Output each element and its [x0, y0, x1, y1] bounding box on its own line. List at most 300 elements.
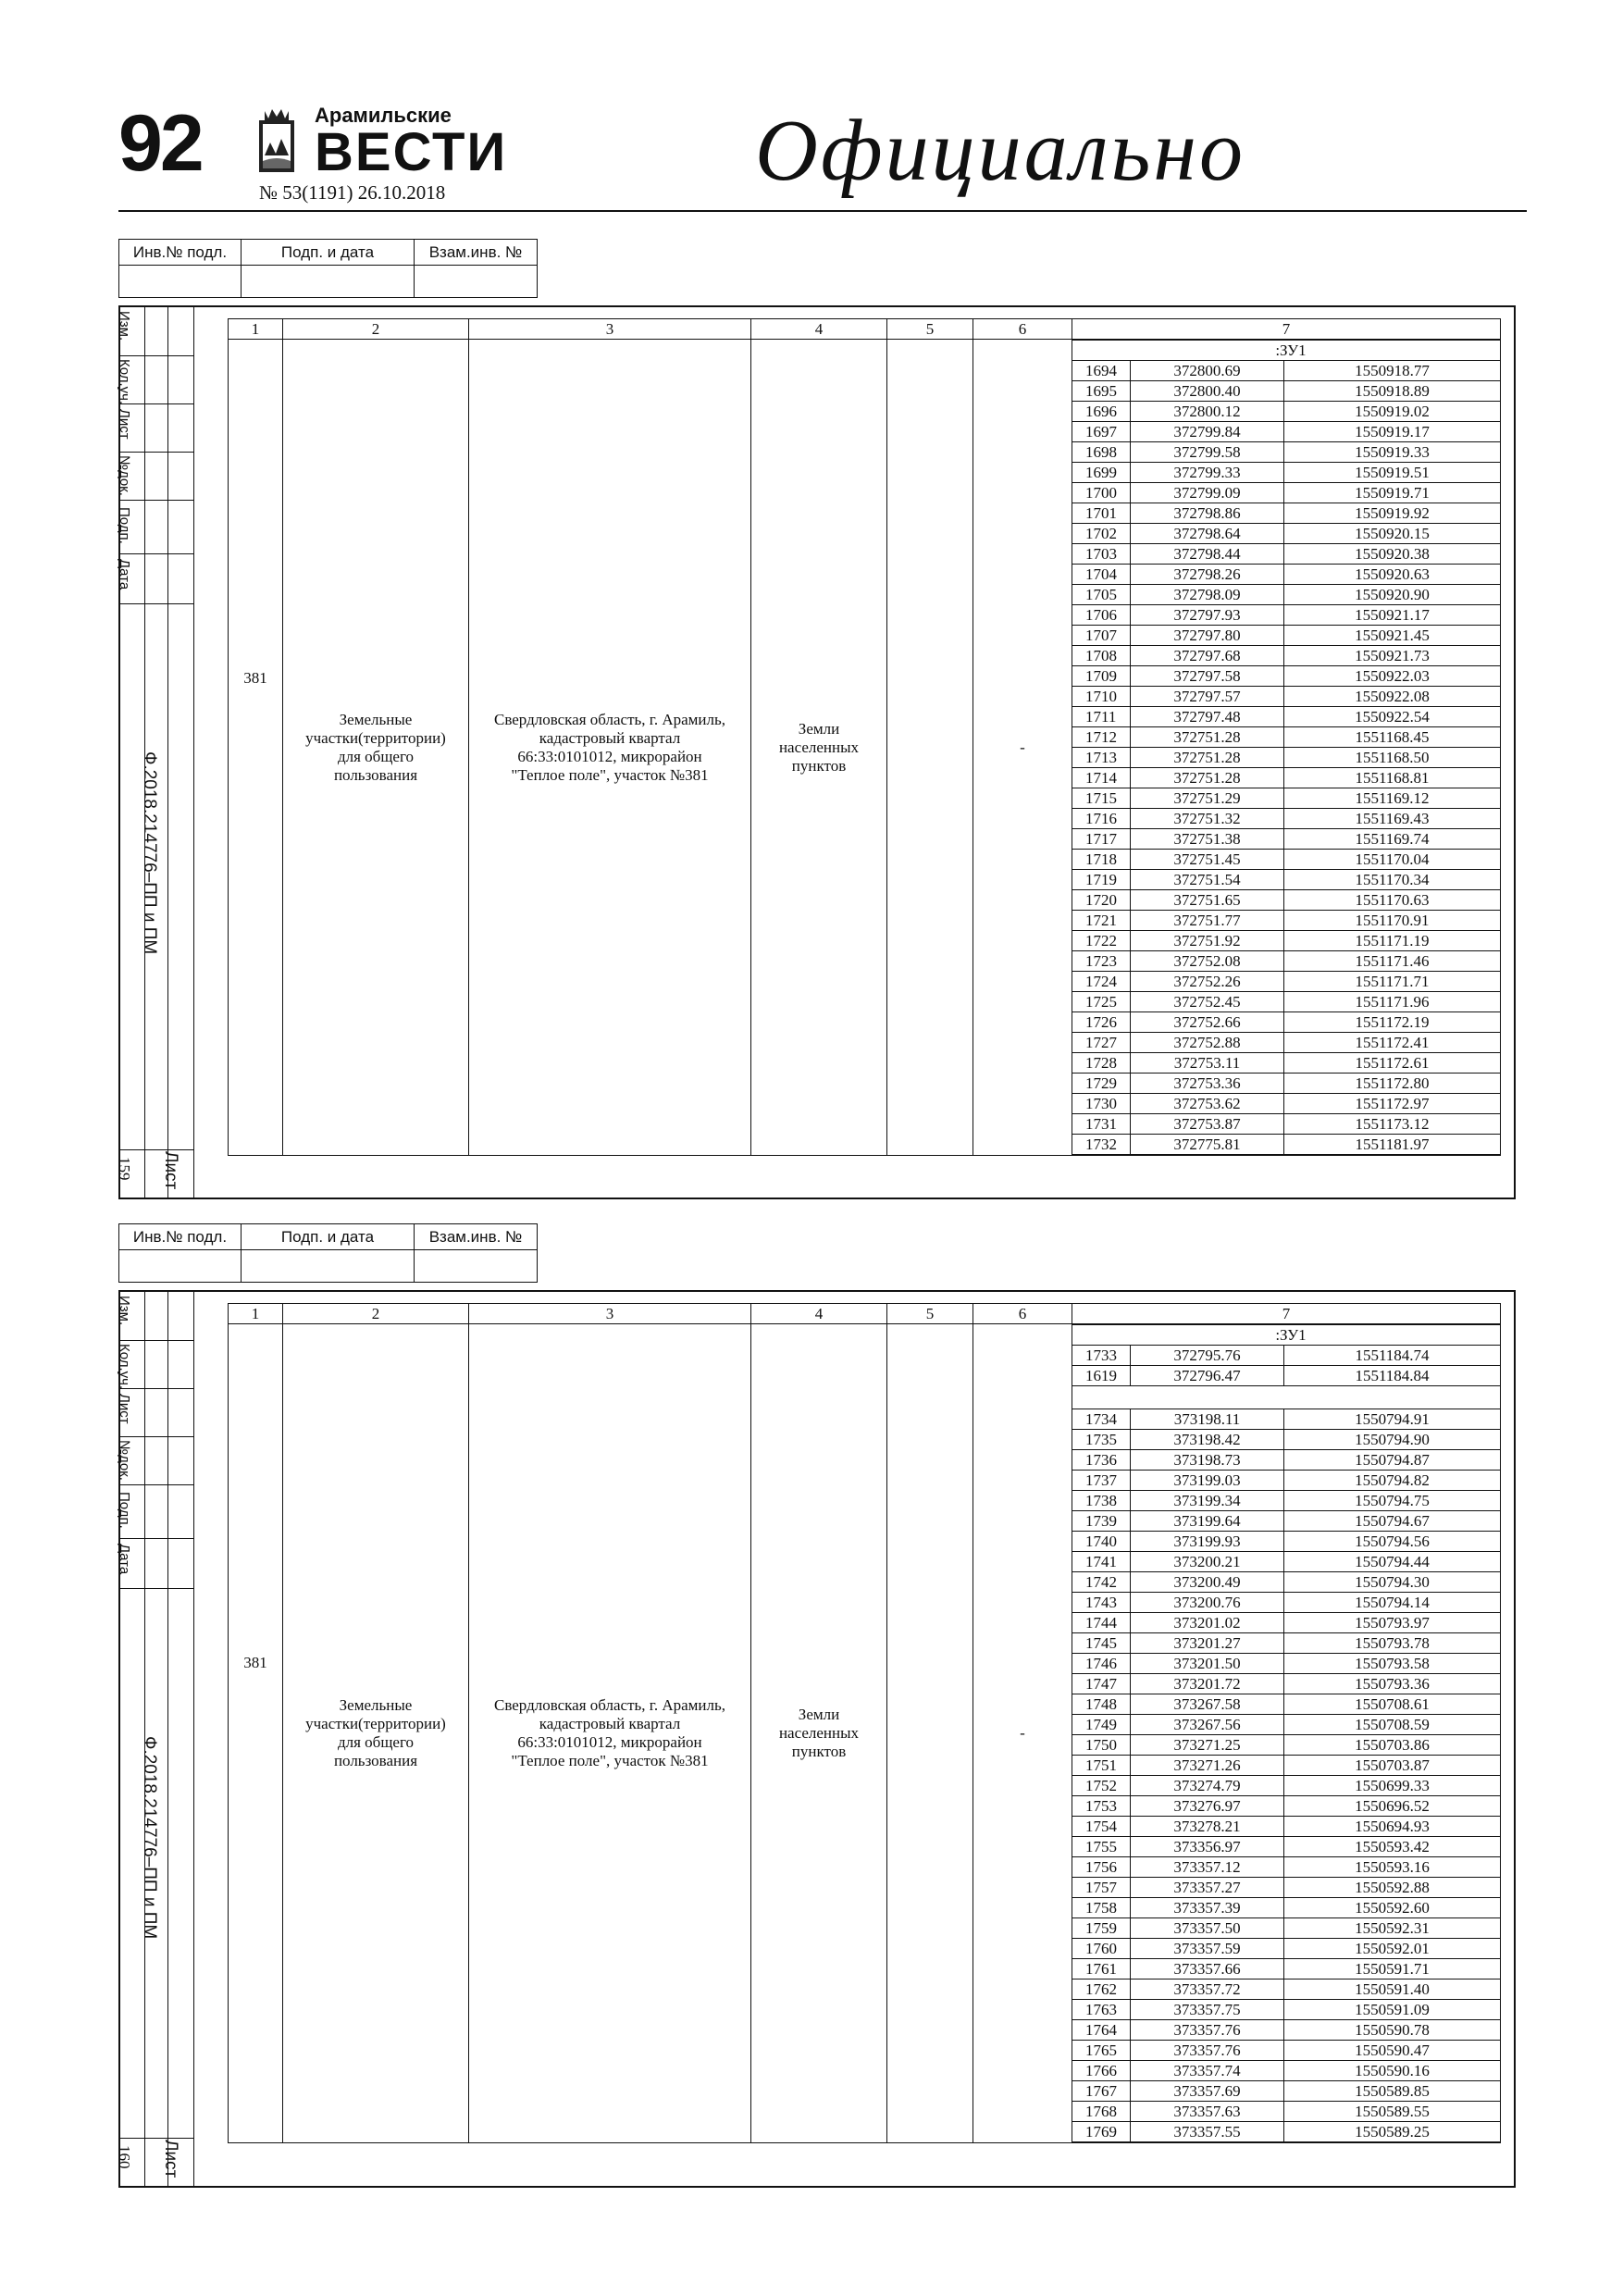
coord-y: 1550921.73	[1284, 646, 1501, 666]
coordinate-row	[1072, 1012, 1500, 1033]
col-header-7: 7	[1072, 319, 1501, 340]
coord-x: 373357.75	[1131, 2000, 1284, 2020]
page-header	[118, 93, 1527, 211]
point-number: 1727	[1072, 1033, 1131, 1053]
coord-x: 373198.11	[1131, 1409, 1284, 1430]
coordinate-row	[1072, 1959, 1500, 1980]
coordinate-row	[1072, 1511, 1500, 1532]
col-header-4: 4	[751, 319, 887, 340]
coord-y: 1550794.87	[1284, 1450, 1501, 1471]
coord-y: 1550590.47	[1284, 2041, 1501, 2061]
document-code: Ф.2018.214776–ПП и ПМ	[140, 751, 159, 955]
col5-value	[887, 340, 973, 1156]
point-number: 1766	[1072, 2061, 1131, 2081]
coordinate-row	[1072, 422, 1500, 442]
sheet-label: Лист	[161, 2140, 180, 2178]
point-number: 1729	[1072, 1074, 1131, 1094]
coordinate-row	[1072, 727, 1500, 748]
stamp-sign-label: Подп. и дата	[242, 1224, 415, 1250]
coord-x: 372797.58	[1131, 666, 1284, 687]
coord-x: 372800.40	[1131, 381, 1284, 402]
coord-x: 373201.27	[1131, 1633, 1284, 1654]
coord-x: 372751.77	[1131, 911, 1284, 931]
stamp-vzam-label: Взам.инв. №	[415, 1224, 538, 1250]
side-label-kol: Кол.уч.	[117, 1344, 132, 1390]
coord-x: 373200.21	[1131, 1552, 1284, 1572]
coord-y: 1551171.96	[1284, 992, 1501, 1012]
coord-y: 1550919.33	[1284, 442, 1501, 463]
coordinate-row	[1072, 1613, 1500, 1633]
point-number: 1743	[1072, 1593, 1131, 1613]
coord-x: 372751.28	[1131, 748, 1284, 768]
coordinate-row	[1072, 1053, 1500, 1074]
coord-y: 1550592.88	[1284, 1878, 1501, 1898]
coordinate-row	[1072, 870, 1500, 890]
coordinate-row	[1072, 890, 1500, 911]
col-header-4: 4	[751, 1304, 887, 1324]
coordinate-row	[1072, 503, 1500, 524]
point-number: 1722	[1072, 931, 1131, 951]
point-number: 1762	[1072, 1980, 1131, 2000]
coord-y: 1551168.81	[1284, 768, 1501, 788]
coordinate-row	[1072, 2081, 1500, 2102]
coord-y: 1550794.90	[1284, 1430, 1501, 1450]
coat-of-arms-icon	[257, 105, 296, 180]
coord-y: 1550593.42	[1284, 1837, 1501, 1857]
coordinate-row	[1072, 1633, 1500, 1654]
coordinate-row	[1072, 1094, 1500, 1114]
coord-y: 1551173.12	[1284, 1114, 1501, 1135]
zu-label: :ЗУ1	[1072, 341, 1500, 361]
coord-x: 372798.64	[1131, 524, 1284, 544]
parcel-table	[228, 1303, 1501, 2143]
coord-x: 373199.03	[1131, 1471, 1284, 1491]
coord-y: 1551168.50	[1284, 748, 1501, 768]
point-number: 1752	[1072, 1776, 1131, 1796]
coordinate-table	[1072, 1324, 1500, 2142]
coordinate-row	[1072, 972, 1500, 992]
col-header-1: 1	[229, 319, 283, 340]
coord-y: 1550922.54	[1284, 707, 1501, 727]
coord-x: 372753.11	[1131, 1053, 1284, 1074]
point-number: 1735	[1072, 1430, 1131, 1450]
point-number: 1734	[1072, 1409, 1131, 1430]
coordinate-row	[1072, 1980, 1500, 2000]
coordinate-row	[1072, 565, 1500, 585]
coord-y: 1551170.91	[1284, 911, 1501, 931]
col-header-7: 7	[1072, 1304, 1501, 1324]
coordinate-table	[1072, 340, 1500, 1155]
point-number: 1697	[1072, 422, 1131, 442]
point-number: 1754	[1072, 1817, 1131, 1837]
col-header-3: 3	[469, 319, 751, 340]
coord-x: 373199.93	[1131, 1532, 1284, 1552]
coord-x: 373357.66	[1131, 1959, 1284, 1980]
point-number: 1718	[1072, 850, 1131, 870]
point-number: 1732	[1072, 1135, 1131, 1155]
contour-separator	[1072, 1386, 1500, 1409]
coord-x: 372752.45	[1131, 992, 1284, 1012]
drawing-sheet-159	[118, 239, 1514, 1201]
coord-y: 1550591.09	[1284, 2000, 1501, 2020]
coordinate-row	[1072, 2041, 1500, 2061]
coordinate-row	[1072, 1450, 1500, 1471]
side-label-izm: Изм.	[117, 311, 132, 341]
point-number: 1755	[1072, 1837, 1131, 1857]
coord-x: 372797.48	[1131, 707, 1284, 727]
coord-y: 1551171.46	[1284, 951, 1501, 972]
coordinate-row	[1072, 402, 1500, 422]
coordinate-row	[1072, 1471, 1500, 1491]
coordinate-row	[1072, 1135, 1500, 1155]
coordinate-row	[1072, 1857, 1500, 1878]
coord-y: 1550794.56	[1284, 1532, 1501, 1552]
coordinate-row	[1072, 1430, 1500, 1450]
coord-y: 1551184.74	[1284, 1346, 1501, 1366]
coordinate-row	[1072, 1898, 1500, 1918]
coord-x: 372752.66	[1131, 1012, 1284, 1033]
point-number: 1733	[1072, 1346, 1131, 1366]
coord-y: 1551171.71	[1284, 972, 1501, 992]
point-number: 1742	[1072, 1572, 1131, 1593]
point-number: 1723	[1072, 951, 1131, 972]
col-header-3: 3	[469, 1304, 751, 1324]
point-number: 1699	[1072, 463, 1131, 483]
coord-x: 373198.42	[1131, 1430, 1284, 1450]
drawing-sheet-160	[118, 1223, 1514, 2186]
coordinate-row	[1072, 646, 1500, 666]
coord-y: 1550793.97	[1284, 1613, 1501, 1633]
coordinate-row	[1072, 1694, 1500, 1715]
coordinate-row	[1072, 1654, 1500, 1674]
coordinate-row	[1072, 1756, 1500, 1776]
stamp-inv-label: Инв.№ подл.	[119, 1224, 242, 1250]
coord-y: 1550919.51	[1284, 463, 1501, 483]
point-number: 1758	[1072, 1898, 1131, 1918]
coord-x: 372797.68	[1131, 646, 1284, 666]
side-label-podp: Подп.	[117, 1492, 132, 1529]
coord-y: 1550591.71	[1284, 1959, 1501, 1980]
coord-x: 372751.38	[1131, 829, 1284, 850]
coordinate-row	[1072, 1715, 1500, 1735]
point-number: 1711	[1072, 707, 1131, 727]
coord-x: 372753.87	[1131, 1114, 1284, 1135]
point-number: 1757	[1072, 1878, 1131, 1898]
coord-x: 373278.21	[1131, 1817, 1284, 1837]
coord-y: 1550696.52	[1284, 1796, 1501, 1817]
page-number: 92	[118, 99, 202, 188]
logo-subtitle: Арамильские	[315, 104, 452, 127]
point-number: 1715	[1072, 788, 1131, 809]
coord-x: 372751.45	[1131, 850, 1284, 870]
coord-x: 373201.02	[1131, 1613, 1284, 1633]
coord-y: 1550793.78	[1284, 1633, 1501, 1654]
side-label-izm: Изм.	[117, 1296, 132, 1326]
coordinate-row	[1072, 992, 1500, 1012]
stamp-inv-label: Инв.№ подл.	[119, 240, 242, 266]
coordinate-row	[1072, 1033, 1500, 1053]
coord-x: 373357.63	[1131, 2102, 1284, 2122]
point-number: 1767	[1072, 2081, 1131, 2102]
coord-y: 1551170.04	[1284, 850, 1501, 870]
coordinate-row	[1072, 1346, 1500, 1366]
coordinate-row	[1072, 1532, 1500, 1552]
coord-y: 1551168.45	[1284, 727, 1501, 748]
side-label-data: Дата	[117, 559, 132, 590]
col-header-6: 6	[973, 319, 1072, 340]
coord-x: 372751.29	[1131, 788, 1284, 809]
coord-y: 1550794.75	[1284, 1491, 1501, 1511]
point-number: 1738	[1072, 1491, 1131, 1511]
coord-x: 372751.54	[1131, 870, 1284, 890]
point-number: 1702	[1072, 524, 1131, 544]
sheet-number: 159	[116, 1157, 133, 1181]
coord-y: 1550589.85	[1284, 2081, 1501, 2102]
coordinate-row	[1072, 2122, 1500, 2142]
coord-x: 373357.76	[1131, 2041, 1284, 2061]
coordinate-row	[1072, 463, 1500, 483]
coordinate-row	[1072, 1878, 1500, 1898]
coord-y: 1550703.87	[1284, 1756, 1501, 1776]
side-label-podp: Подп.	[117, 507, 132, 544]
point-number: 1768	[1072, 2102, 1131, 2122]
approval-stamp	[118, 239, 538, 298]
coordinate-row	[1072, 748, 1500, 768]
coordinate-row	[1072, 1552, 1500, 1572]
coord-x: 372799.84	[1131, 422, 1284, 442]
coordinate-row	[1072, 1817, 1500, 1837]
point-number: 1698	[1072, 442, 1131, 463]
coordinate-row	[1072, 911, 1500, 931]
coord-x: 373267.56	[1131, 1715, 1284, 1735]
coord-x: 372797.80	[1131, 626, 1284, 646]
coord-y: 1551184.84	[1284, 1366, 1501, 1386]
point-number: 1759	[1072, 1918, 1131, 1939]
point-number: 1703	[1072, 544, 1131, 565]
coord-y: 1550794.30	[1284, 1572, 1501, 1593]
coordinate-row	[1072, 1074, 1500, 1094]
coordinate-row	[1072, 361, 1500, 381]
coord-y: 1550920.90	[1284, 585, 1501, 605]
coord-x: 373267.58	[1131, 1694, 1284, 1715]
coord-y: 1550694.93	[1284, 1817, 1501, 1837]
coord-x: 372752.26	[1131, 972, 1284, 992]
point-number: 1765	[1072, 2041, 1131, 2061]
coordinate-row	[1072, 544, 1500, 565]
coordinate-row	[1072, 1409, 1500, 1430]
point-number: 1746	[1072, 1654, 1131, 1674]
coord-y: 1550794.91	[1284, 1409, 1501, 1430]
coord-x: 373357.59	[1131, 1939, 1284, 1959]
coord-x: 372775.81	[1131, 1135, 1284, 1155]
coord-y: 1550699.33	[1284, 1776, 1501, 1796]
coord-y: 1550918.77	[1284, 361, 1501, 381]
sheet-frame	[118, 1290, 1516, 2188]
coordinate-row	[1072, 605, 1500, 626]
coord-y: 1550922.03	[1284, 666, 1501, 687]
coord-y: 1550708.61	[1284, 1694, 1501, 1715]
coord-x: 372798.44	[1131, 544, 1284, 565]
point-number: 1725	[1072, 992, 1131, 1012]
coord-x: 372752.08	[1131, 951, 1284, 972]
coord-y: 1550589.25	[1284, 2122, 1501, 2142]
coordinate-row	[1072, 1918, 1500, 1939]
coord-y: 1550592.01	[1284, 1939, 1501, 1959]
point-number: 1736	[1072, 1450, 1131, 1471]
coordinate-row	[1072, 1572, 1500, 1593]
sheet-frame	[118, 305, 1516, 1199]
side-label-kol: Кол.уч.	[117, 359, 132, 405]
point-number: 1761	[1072, 1959, 1131, 1980]
coordinate-row	[1072, 850, 1500, 870]
coordinate-row	[1072, 585, 1500, 605]
coordinate-row	[1072, 1491, 1500, 1511]
coordinate-row	[1072, 951, 1500, 972]
coord-y: 1551169.43	[1284, 809, 1501, 829]
parcel-address: Свердловская область, г. Арамиль, кадастровый квартал 66:33:0101012, микрорайон "Теплое поле", участок №381	[493, 1696, 725, 1769]
coord-y: 1550794.44	[1284, 1552, 1501, 1572]
point-number: 1750	[1072, 1735, 1131, 1756]
logo-title: ВЕСТИ	[315, 122, 508, 182]
point-number: 1720	[1072, 890, 1131, 911]
issue-info: № 53(1191) 26.10.2018	[259, 181, 446, 204]
point-number: 1745	[1072, 1633, 1131, 1654]
coord-y: 1550920.63	[1284, 565, 1501, 585]
point-number: 1708	[1072, 646, 1131, 666]
coord-y: 1550919.71	[1284, 483, 1501, 503]
coordinate-row	[1072, 1735, 1500, 1756]
coord-x: 372752.88	[1131, 1033, 1284, 1053]
coord-y: 1550793.58	[1284, 1654, 1501, 1674]
col-header-5: 5	[887, 1304, 973, 1324]
side-label-ndok: №док.	[117, 1440, 132, 1481]
coord-y: 1550593.16	[1284, 1857, 1501, 1878]
coord-x: 372751.28	[1131, 727, 1284, 748]
coord-x: 372751.32	[1131, 809, 1284, 829]
coord-y: 1550590.16	[1284, 2061, 1501, 2081]
col5-value	[887, 1324, 973, 2143]
section-title: Официально	[755, 103, 1246, 199]
point-number: 1747	[1072, 1674, 1131, 1694]
col-header-2: 2	[283, 1304, 469, 1324]
point-number: 1696	[1072, 402, 1131, 422]
coordinate-row	[1072, 768, 1500, 788]
coord-y: 1550922.08	[1284, 687, 1501, 707]
sheet-number: 160	[116, 2145, 133, 2169]
coord-x: 373356.97	[1131, 1837, 1284, 1857]
coord-y: 1550590.78	[1284, 2020, 1501, 2041]
coordinate-row	[1072, 1366, 1500, 1386]
point-number: 1748	[1072, 1694, 1131, 1715]
col-header-6: 6	[973, 1304, 1072, 1324]
side-label-data: Дата	[117, 1544, 132, 1575]
coord-y: 1550920.38	[1284, 544, 1501, 565]
coord-x: 373198.73	[1131, 1450, 1284, 1471]
coord-x: 372751.65	[1131, 890, 1284, 911]
coord-x: 373357.12	[1131, 1857, 1284, 1878]
coord-x: 373357.50	[1131, 1918, 1284, 1939]
coord-x: 372798.09	[1131, 585, 1284, 605]
coord-y: 1551170.34	[1284, 870, 1501, 890]
coordinate-row	[1072, 2000, 1500, 2020]
coordinate-row	[1072, 1114, 1500, 1135]
coordinate-row	[1072, 626, 1500, 646]
point-number: 1716	[1072, 809, 1131, 829]
coordinate-row	[1072, 2061, 1500, 2081]
coord-y: 1550919.17	[1284, 422, 1501, 442]
col6-value: -	[973, 340, 1072, 1156]
parcel-number: 381	[229, 340, 283, 1156]
land-category: Земли населенных пунктов	[778, 1706, 860, 1760]
coord-x: 373357.55	[1131, 2122, 1284, 2142]
point-number: 1719	[1072, 870, 1131, 890]
coord-y: 1550918.89	[1284, 381, 1501, 402]
coord-y: 1550589.55	[1284, 2102, 1501, 2122]
coord-y: 1550591.40	[1284, 1980, 1501, 2000]
point-number: 1749	[1072, 1715, 1131, 1735]
stamp-vzam-label: Взам.инв. №	[415, 240, 538, 266]
coord-y: 1550919.02	[1284, 402, 1501, 422]
side-stamp	[116, 307, 194, 1198]
document-code: Ф.2018.214776–ПП и ПМ	[140, 1736, 159, 1940]
point-number: 1744	[1072, 1613, 1131, 1633]
point-number: 1741	[1072, 1552, 1131, 1572]
coordinate-row	[1072, 707, 1500, 727]
coord-x: 373357.27	[1131, 1878, 1284, 1898]
point-number: 1737	[1072, 1471, 1131, 1491]
point-number: 1619	[1072, 1366, 1131, 1386]
point-number: 1707	[1072, 626, 1131, 646]
coordinate-row	[1072, 442, 1500, 463]
coord-x: 372799.09	[1131, 483, 1284, 503]
point-number: 1739	[1072, 1511, 1131, 1532]
side-label-ndok: №док.	[117, 455, 132, 496]
point-number: 1712	[1072, 727, 1131, 748]
coord-x: 373357.74	[1131, 2061, 1284, 2081]
coordinate-row	[1072, 1593, 1500, 1613]
coordinate-row	[1072, 666, 1500, 687]
coord-y: 1550921.17	[1284, 605, 1501, 626]
coordinate-row	[1072, 809, 1500, 829]
point-number: 1728	[1072, 1053, 1131, 1074]
point-number: 1717	[1072, 829, 1131, 850]
point-number: 1726	[1072, 1012, 1131, 1033]
coord-y: 1551172.61	[1284, 1053, 1501, 1074]
coord-y: 1550921.45	[1284, 626, 1501, 646]
approval-stamp	[118, 1223, 538, 1283]
point-number: 1705	[1072, 585, 1131, 605]
point-number: 1756	[1072, 1857, 1131, 1878]
side-stamp	[116, 1292, 194, 2186]
side-label-list: Лист	[117, 409, 132, 440]
point-number: 1706	[1072, 605, 1131, 626]
coord-x: 372798.86	[1131, 503, 1284, 524]
coord-x: 373274.79	[1131, 1776, 1284, 1796]
point-number: 1704	[1072, 565, 1131, 585]
coord-y: 1551172.97	[1284, 1094, 1501, 1114]
coordinate-row	[1072, 1837, 1500, 1857]
coord-x: 372751.92	[1131, 931, 1284, 951]
coord-x: 372797.93	[1131, 605, 1284, 626]
point-number: 1713	[1072, 748, 1131, 768]
parcel-table	[228, 318, 1501, 1156]
coord-x: 373200.76	[1131, 1593, 1284, 1613]
point-number: 1731	[1072, 1114, 1131, 1135]
coordinate-row	[1072, 1939, 1500, 1959]
coordinate-row	[1072, 687, 1500, 707]
col-header-5: 5	[887, 319, 973, 340]
coord-x: 372753.36	[1131, 1074, 1284, 1094]
